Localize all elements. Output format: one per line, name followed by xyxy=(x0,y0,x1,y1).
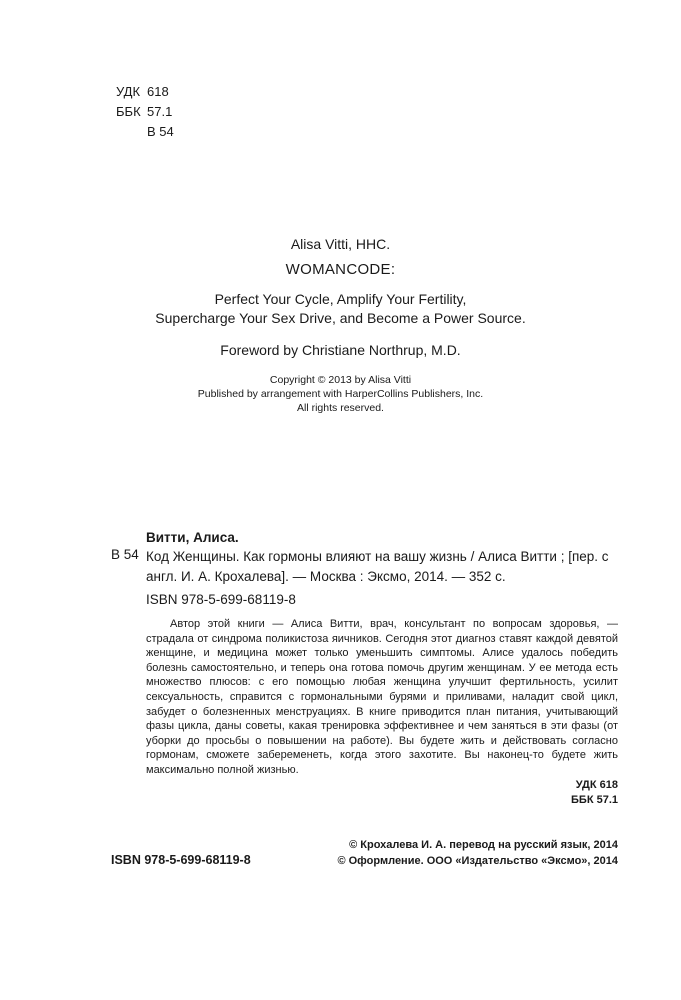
bbk-label: ББК xyxy=(116,104,141,119)
subtitle-line-1: Perfect Your Cycle, Amplify Your Fertility, xyxy=(214,291,467,307)
russian-copyright xyxy=(300,837,618,869)
bbk-value: 57.1 xyxy=(147,104,173,119)
bbk-summary: ББК 57.1 xyxy=(571,794,618,806)
classification-codes xyxy=(116,82,174,142)
original-copyright xyxy=(0,373,681,415)
original-subtitle xyxy=(0,290,681,328)
foreword: Foreword by Christiane Northrup, M.D. xyxy=(220,342,461,358)
bibliography-author: Витти, Алиса. xyxy=(146,530,239,545)
footer-isbn: ISBN 978-5-699-68119-8 xyxy=(111,853,251,867)
annotation: Автор этой книги — Алиса Витти, врач, консультант по вопросам здоровья, — страдала от синдрома поликистоза яичников. Сегодня этот диагноз ставят каждой девятой женщине, и медицина может только уменьшить симптомы. Алисе удалось победить болезнь самостоятельно, и теперь она готова помочь другим женщинам. У ее метода есть множество плюсов: с его помощью любая женщина улучшит фертильность, усилит сексуальность, справится с гормональными бурями и приливами, наладит свой цикл, забудет о болезненных менструациях. В книге приводится план питания, учитывающий фазы цикла, даны советы, какая тренировка эффективнее и чем заняться в эти фазы (от уборки до просьбы о повышении на работе). Вы будете жить и действовать согласно гормонам, сможете забеременеть, когда этого захотите. Вы наконец-то будете жить максимально полной жизнью. xyxy=(146,618,618,776)
copyright-line-3: All rights reserved. xyxy=(297,402,384,414)
bibliography-isbn: ISBN 978-5-699-68119-8 xyxy=(146,592,296,607)
author-mark-row xyxy=(116,122,174,142)
udk-label: УДК xyxy=(116,84,141,99)
bbk-row xyxy=(116,102,174,122)
bibliography-code: В 54 xyxy=(111,547,139,562)
udk-summary: УДК 618 xyxy=(575,779,618,791)
copyright-design: © Оформление. ООО «Издательство «Эксмо», 2014 xyxy=(337,855,618,867)
copyright-translation: © Крохалева И. А. перевод на русский язык, 2014 xyxy=(349,839,618,851)
original-author: Alisa Vitti, HHC. xyxy=(290,236,391,252)
original-title: WOMANCODE: xyxy=(285,261,396,278)
udk-row xyxy=(116,82,174,102)
author-mark: В 54 xyxy=(147,124,174,139)
subtitle-line-2: Supercharge Your Sex Drive, and Become a Power Source. xyxy=(155,310,526,326)
classification-summary xyxy=(470,778,618,808)
udk-value: 618 xyxy=(147,84,169,99)
copyright-line-1: Copyright © 2013 by Alisa Vitti xyxy=(269,374,412,386)
copyright-line-2: Published by arrangement with HarperCollins Publishers, Inc. xyxy=(197,388,484,400)
bibliography-entry: Код Женщины. Как гормоны влияют на вашу жизнь / Алиса Витти ; [пер. с англ. И. А. Крохалева]. — Москва : Эксмо, 2014. — 352 с. xyxy=(146,549,609,584)
